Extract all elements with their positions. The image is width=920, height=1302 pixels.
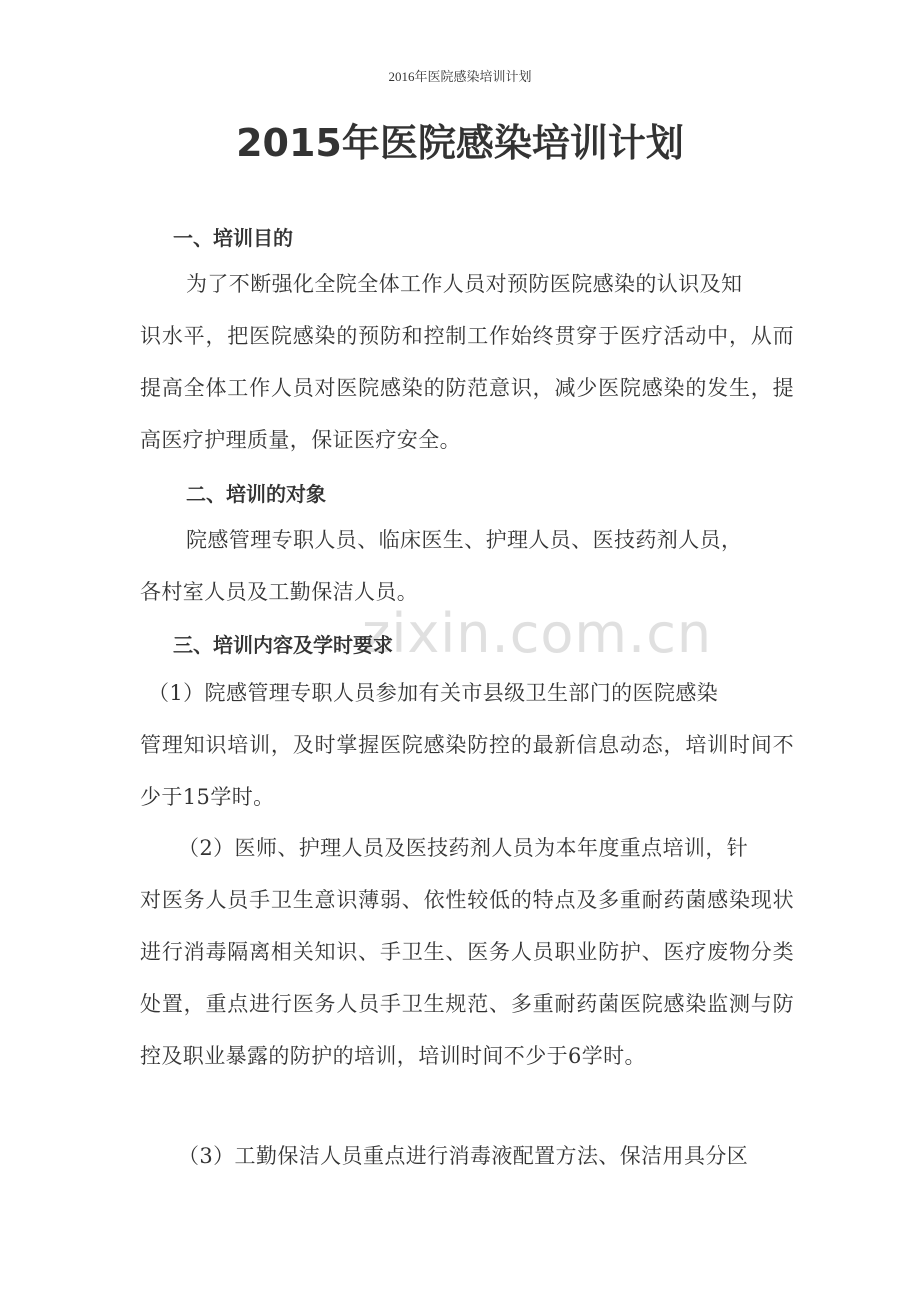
section-heading-audience: 二、培训的对象 <box>186 482 326 506</box>
purpose-line-1: 为了不断强化全院全体工作人员对预防医院感染的认识及知 <box>186 272 743 296</box>
watermark: zixin.com.cn <box>362 602 713 665</box>
audience-line-1: 院感管理专职人员、临床医生、护理人员、医技药剂人员， <box>186 528 743 552</box>
item-3-paragraph <box>140 1130 794 1182</box>
item-3-line-1: （3）工勤保洁人员重点进行消毒液配置方法、保洁用具分区 <box>178 1144 749 1168</box>
item-1-paragraph <box>140 667 794 823</box>
item-1-line-1: （1）院感管理专职人员参加有关市县级卫生部门的医院感染 <box>148 681 719 705</box>
section-heading-purpose: 一、培训目的 <box>173 226 293 250</box>
audience-rest: 各村室人员及工勤保洁人员。 <box>140 580 419 604</box>
item-1-rest: 管理知识培训，及时掌握医院感染防控的最新信息动态，培训时间不少于15学时。 <box>140 733 794 809</box>
item-2-line-1: （2）医师、护理人员及医技药剂人员为本年度重点培训，针 <box>178 836 749 860</box>
running-header: 2016年医院感染培训计划 <box>388 69 532 84</box>
purpose-rest: 识水平，把医院感染的预防和控制工作始终贯穿于医疗活动中，从而提高全体工作人员对医院感染的防范意识，减少医院感染的发生，提高医疗护理质量，保证医疗安全。 <box>140 324 794 452</box>
item-2-rest: 对医务人员手卫生意识薄弱、依性较低的特点及多重耐药菌感染现状进行消毒隔离相关知识、手卫生、医务人员职业防护、医疗废物分类处置，重点进行医务人员手卫生规范、多重耐药菌医院感染监测与防控及职业暴露的防护的培训，培训时间不少于6学时。 <box>140 888 794 1068</box>
page-title: 2015年医院感染培训计划 <box>236 121 684 165</box>
item-2-paragraph <box>140 822 794 1082</box>
audience-paragraph <box>140 514 794 618</box>
purpose-paragraph <box>140 258 794 466</box>
section-heading-content: 三、培训内容及学时要求 <box>173 633 393 657</box>
